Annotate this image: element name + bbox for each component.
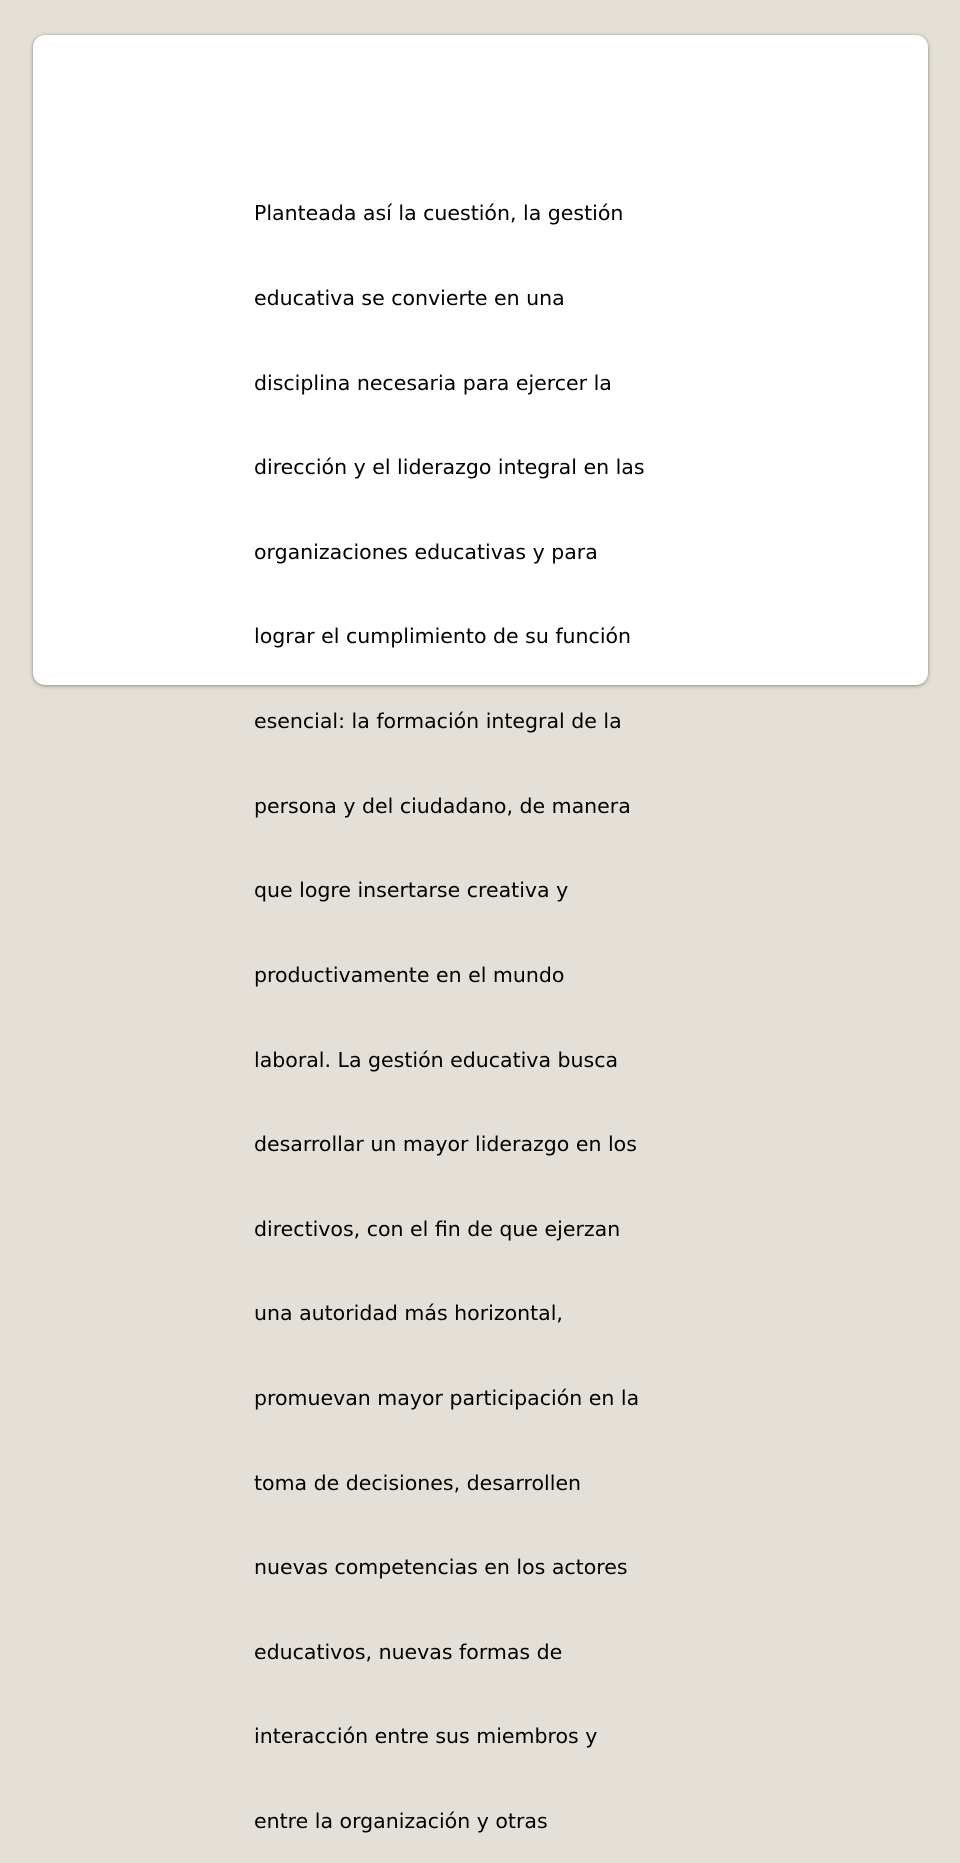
text-line: Planteada así la cuestión, la gestión — [254, 201, 624, 226]
text-line: organizaciones educativas y para — [254, 539, 598, 564]
text-line: entre la organización y otras — [254, 1808, 548, 1833]
text-line: educativos, nuevas formas de — [254, 1639, 563, 1664]
text-line: esencial: la formación integral de la — [254, 709, 622, 734]
text-line: laboral. La gestión educativa busca — [254, 1047, 619, 1072]
text-line: una autoridad más horizontal, — [254, 1301, 563, 1326]
text-line: lograr el cumplimiento de su función — [254, 624, 632, 649]
text-line: productivamente en el mundo — [254, 962, 565, 987]
slide-body-text — [254, 143, 724, 1863]
text-line: nuevas competencias en los actores — [254, 1555, 628, 1580]
text-line: desarrollar un mayor liderazgo en los — [254, 1132, 637, 1157]
text-line: promuevan mayor participación en la — [254, 1385, 640, 1410]
text-line: disciplina necesaria para ejercer la — [254, 370, 612, 395]
text-line: toma de decisiones, desarrollen — [254, 1470, 582, 1495]
text-line: dirección y el liderazgo integral en las — [254, 455, 645, 480]
text-line: que logre insertarse creativa y — [254, 878, 569, 903]
text-line: directivos, con el fin de que ejerzan — [254, 1216, 621, 1241]
text-line: persona y del ciudadano, de manera — [254, 793, 631, 818]
text-line: educativa se convierte en una — [254, 286, 565, 311]
text-line: interacción entre sus miembros y — [254, 1724, 598, 1749]
